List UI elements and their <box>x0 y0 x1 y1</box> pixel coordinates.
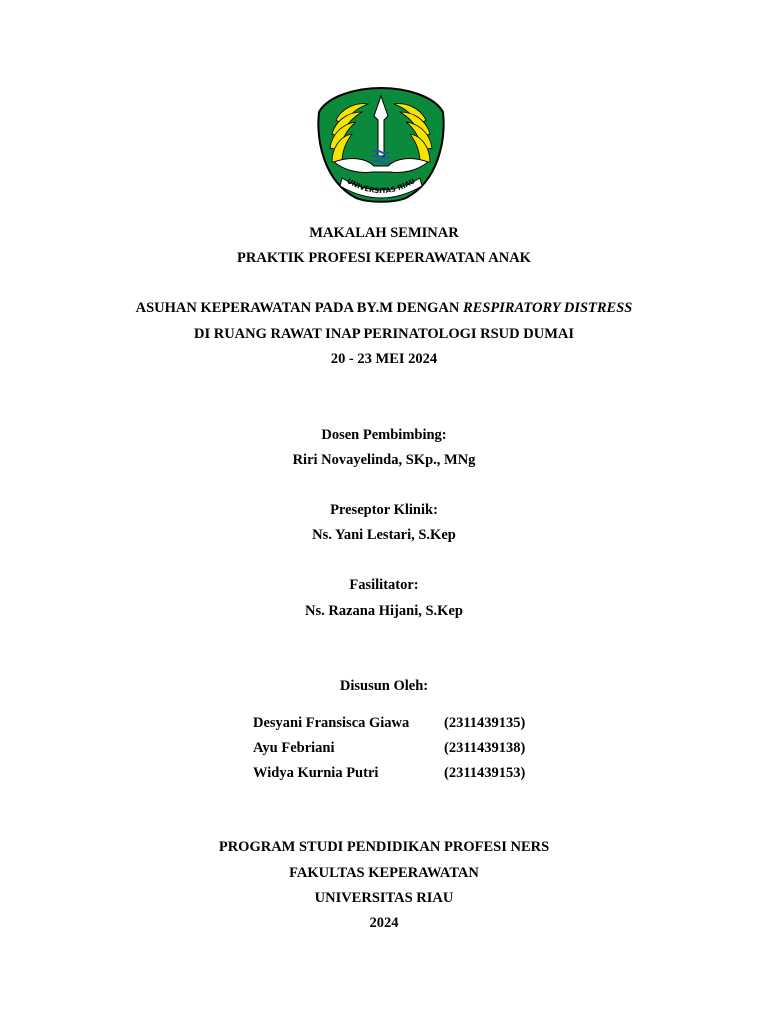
topic-line-2: DI RUANG RAWAT INAP PERINATOLOGI RSUD DUMAI <box>194 326 574 342</box>
universitas-riau-logo <box>316 86 446 204</box>
topic-line-1 <box>0 299 768 317</box>
authors-label: Disusun Oleh: <box>339 678 429 694</box>
document-type: MAKALAH SEMINAR <box>309 225 459 241</box>
topic-date: 20 - 23 MEI 2024 <box>330 351 438 367</box>
fasilitator-name: Ns. Razana Hijani, S.Kep <box>305 603 463 619</box>
author-nim: (2311439138) <box>444 740 526 756</box>
author-name: Desyani Fransisca Giawa <box>253 715 410 731</box>
topic-line-1-italic: RESPIRATORY DISTRESS <box>462 300 633 316</box>
dosen-name: Riri Novayelinda, SKp., MNg <box>292 452 476 468</box>
dosen-label: Dosen Pembimbing: <box>321 427 447 443</box>
preseptor-label: Preseptor Klinik: <box>330 502 438 518</box>
preseptor-name: Ns. Yani Lestari, S.Kep <box>312 527 456 543</box>
fasilitator-label: Fasilitator: <box>349 577 419 593</box>
author-nim: (2311439135) <box>444 715 526 731</box>
author-name: Widya Kurnia Putri <box>253 765 379 781</box>
topic-line-1-text: ASUHAN KEPERAWATAN PADA BY.M DENGAN <box>135 300 463 316</box>
year: 2024 <box>369 915 399 931</box>
course-title: PRAKTIK PROFESI KEPERAWATAN ANAK <box>237 250 531 266</box>
university: UNIVERSITAS RIAU <box>314 890 454 906</box>
faculty: FAKULTAS KEPERAWATAN <box>289 865 479 881</box>
author-nim: (2311439153) <box>444 765 526 781</box>
author-name: Ayu Febriani <box>253 740 335 756</box>
study-program: PROGRAM STUDI PENDIDIKAN PROFESI NERS <box>218 839 550 855</box>
logo-text: UNIVERSITAS RIAU <box>345 177 417 196</box>
